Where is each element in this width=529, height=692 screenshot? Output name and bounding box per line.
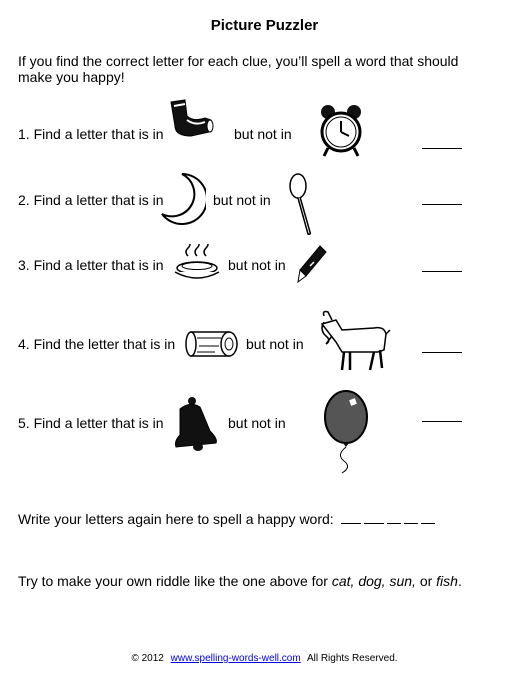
riddle-period: . bbox=[457, 573, 462, 589]
word-blank-5[interactable] bbox=[421, 512, 435, 524]
clue-2-middle: but not in bbox=[213, 192, 271, 208]
log-icon bbox=[185, 326, 241, 362]
answer-blank-2[interactable] bbox=[422, 204, 462, 205]
clue-3-text: 3. Find a letter that is in bbox=[18, 257, 164, 273]
copyright-text: © 2012 bbox=[131, 653, 164, 664]
sock-icon bbox=[165, 98, 217, 142]
riddle-prompt bbox=[18, 573, 462, 589]
pie-icon bbox=[172, 244, 222, 284]
clue-2-text: 2. Find a letter that is in bbox=[18, 192, 164, 208]
riddle-word-dog: dog, bbox=[358, 573, 386, 589]
clue-1-text: 1. Find a letter that is in bbox=[18, 126, 164, 142]
alarm-clock-icon bbox=[318, 102, 364, 160]
answer-blank-5[interactable] bbox=[422, 421, 462, 422]
riddle-word-sun: sun, bbox=[389, 573, 416, 589]
pen-icon bbox=[296, 244, 328, 284]
word-blank-3[interactable] bbox=[387, 512, 401, 524]
write-word-text: Write your letters again here to spell a happy word: bbox=[18, 511, 334, 527]
spoon-icon bbox=[286, 172, 316, 236]
clue-1-middle: but not in bbox=[234, 126, 292, 142]
moon-icon bbox=[160, 172, 206, 226]
footer bbox=[0, 653, 529, 664]
clue-3-middle: but not in bbox=[228, 257, 286, 273]
goat-icon bbox=[318, 308, 392, 374]
website-link[interactable]: www.spelling-words-well.com bbox=[170, 653, 301, 664]
instructions: If you find the correct letter for each clue, you’ll spell a word that should make you happy! bbox=[18, 53, 459, 85]
riddle-word-fish: fish bbox=[436, 573, 458, 589]
answer-blank-4[interactable] bbox=[422, 352, 462, 353]
word-blank-4[interactable] bbox=[404, 512, 418, 524]
rights-text: All Rights Reserved. bbox=[306, 653, 398, 664]
clue-5-text: 5. Find a letter that is in bbox=[18, 415, 164, 431]
answer-blank-1[interactable] bbox=[422, 148, 462, 149]
word-blank-1[interactable] bbox=[341, 512, 361, 524]
write-word-prompt bbox=[18, 511, 435, 527]
clue-4-middle: but not in bbox=[246, 336, 304, 352]
riddle-text: Try to make your own riddle like the one above for bbox=[18, 573, 328, 589]
clue-5-middle: but not in bbox=[228, 415, 286, 431]
page-title: Picture Puzzler bbox=[210, 17, 319, 34]
word-blank-2[interactable] bbox=[364, 512, 384, 524]
bell-icon bbox=[170, 395, 222, 457]
riddle-or: or bbox=[419, 573, 433, 589]
clue-4-text: 4. Find the letter that is in bbox=[18, 336, 176, 352]
answer-blank-3[interactable] bbox=[422, 271, 462, 272]
balloon-icon bbox=[322, 389, 370, 475]
riddle-word-cat: cat, bbox=[331, 573, 355, 589]
